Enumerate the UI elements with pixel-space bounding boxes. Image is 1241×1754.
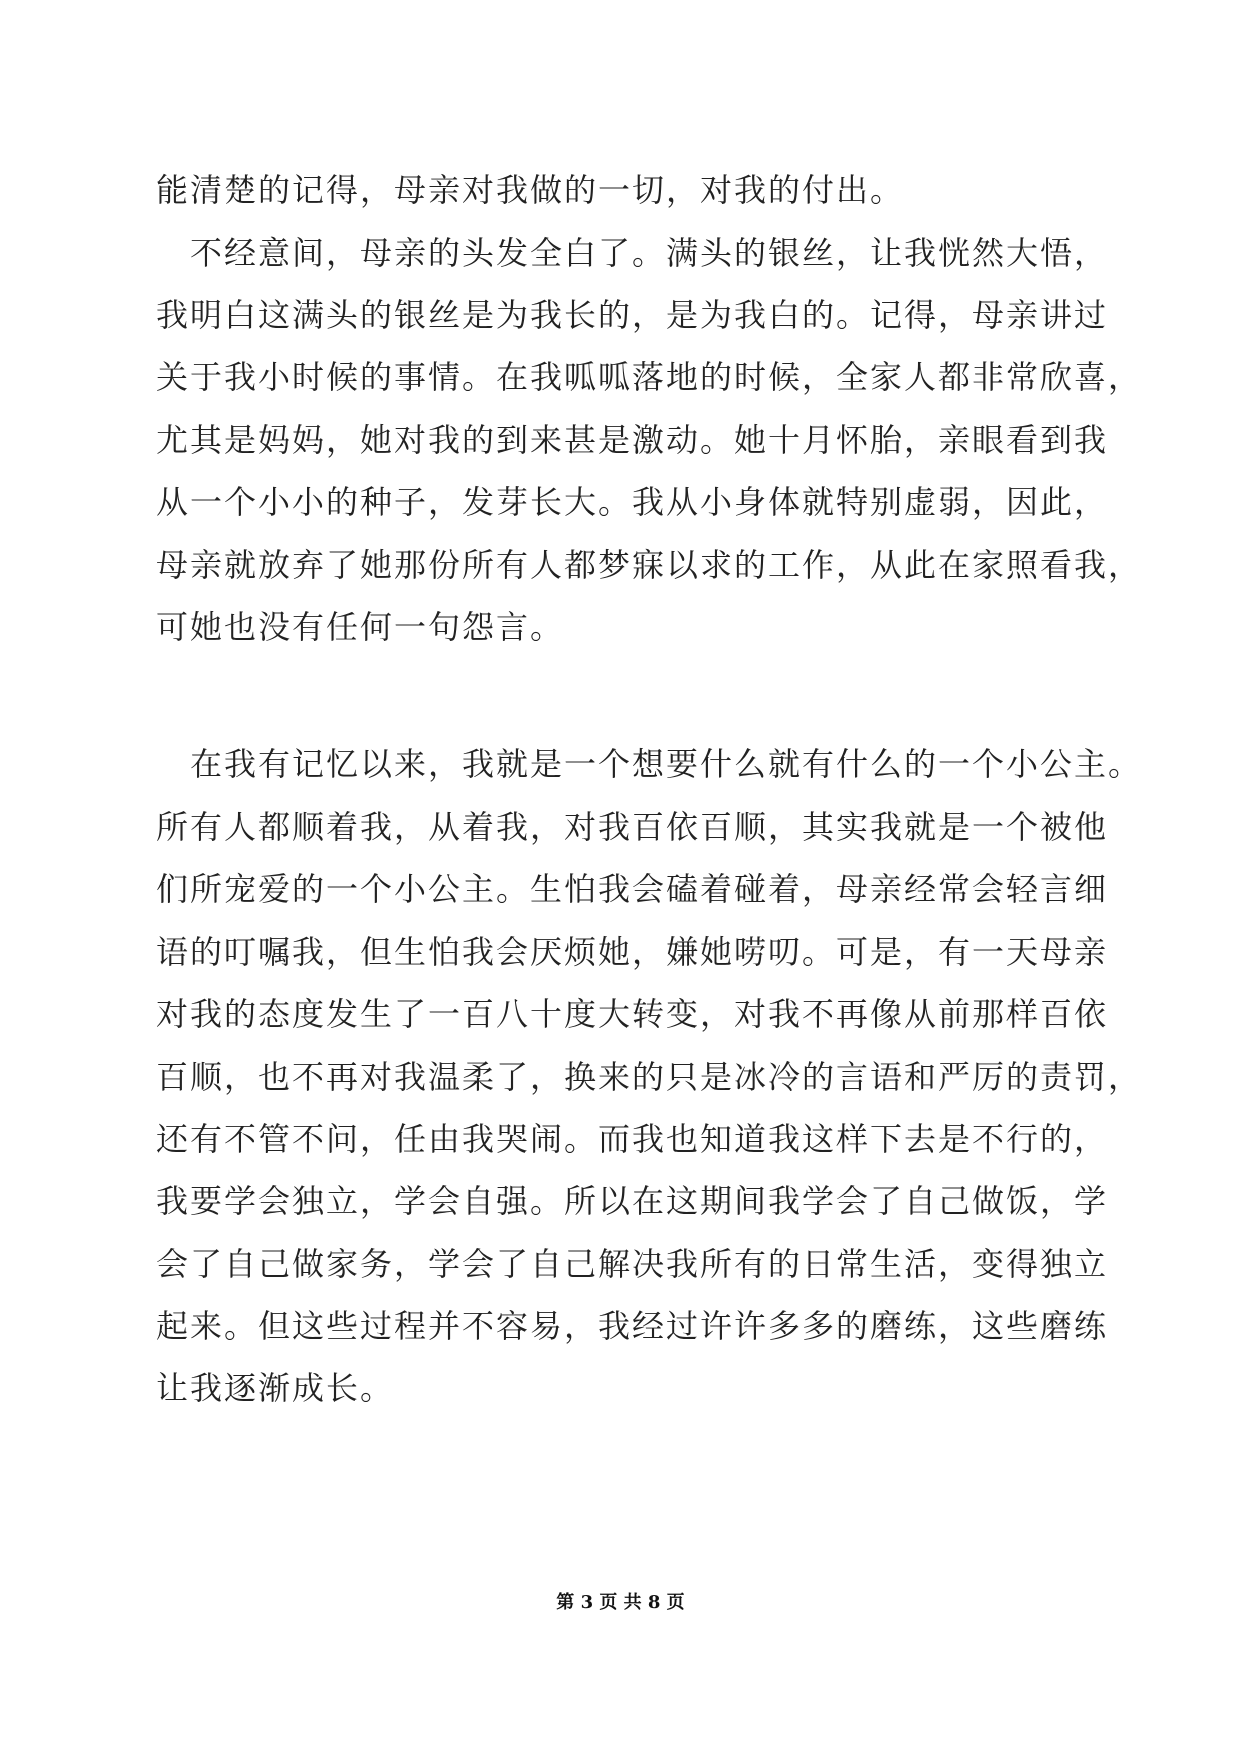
text-line: 从一个小小的种子，发芽长大。我从小身体就特别虚弱，因此， [156, 483, 1109, 521]
page-number-footer: 第 3 页 共 8 页 [556, 1592, 685, 1613]
text-line: 对我的态度发生了一百八十度大转变，对我不再像从前那样百依 [156, 995, 1109, 1033]
text-line: 可她也没有任何一句怨言。 [156, 608, 565, 646]
text-line: 我要学会独立，学会自强。所以在这期间我学会了自己做饭，学 [156, 1182, 1109, 1220]
text-line: 在我有记忆以来，我就是一个想要什么就有什么的一个小公主。 [190, 745, 1143, 783]
text-line: 起来。但这些过程并不容易，我经过许许多多的磨练，这些磨练 [156, 1307, 1109, 1345]
text-line: 语的叮嘱我，但生怕我会厌烦她，嫌她唠叨。可是，有一天母亲 [156, 933, 1109, 971]
text-line: 所有人都顺着我，从着我，对我百依百顺，其实我就是一个被他 [156, 808, 1109, 846]
text-line: 尤其是妈妈，她对我的到来甚是激动。她十月怀胎，亲眼看到我 [156, 421, 1109, 459]
text-line: 百顺，也不再对我温柔了，换来的只是冰冷的言语和严厉的责罚， [156, 1058, 1143, 1096]
text-line: 关于我小时候的事情。在我呱呱落地的时候，全家人都非常欣喜， [156, 358, 1143, 396]
text-line: 还有不管不问，任由我哭闹。而我也知道我这样下去是不行的， [156, 1120, 1109, 1158]
text-line: 们所宠爱的一个小公主。生怕我会磕着碰着，母亲经常会轻言细 [156, 870, 1109, 908]
text-line: 会了自己做家务，学会了自己解决我所有的日常生活，变得独立 [156, 1245, 1109, 1283]
text-line: 我明白这满头的银丝是为我长的，是为我白的。记得，母亲讲过 [156, 296, 1109, 334]
text-line: 母亲就放弃了她那份所有人都梦寐以求的工作，从此在家照看我， [156, 546, 1143, 584]
text-line: 让我逐渐成长。 [156, 1369, 395, 1407]
text-line: 能清楚的记得，母亲对我做的一切，对我的付出。 [156, 171, 905, 209]
text-line: 不经意间，母亲的头发全白了。满头的银丝，让我恍然大悟， [190, 234, 1109, 272]
